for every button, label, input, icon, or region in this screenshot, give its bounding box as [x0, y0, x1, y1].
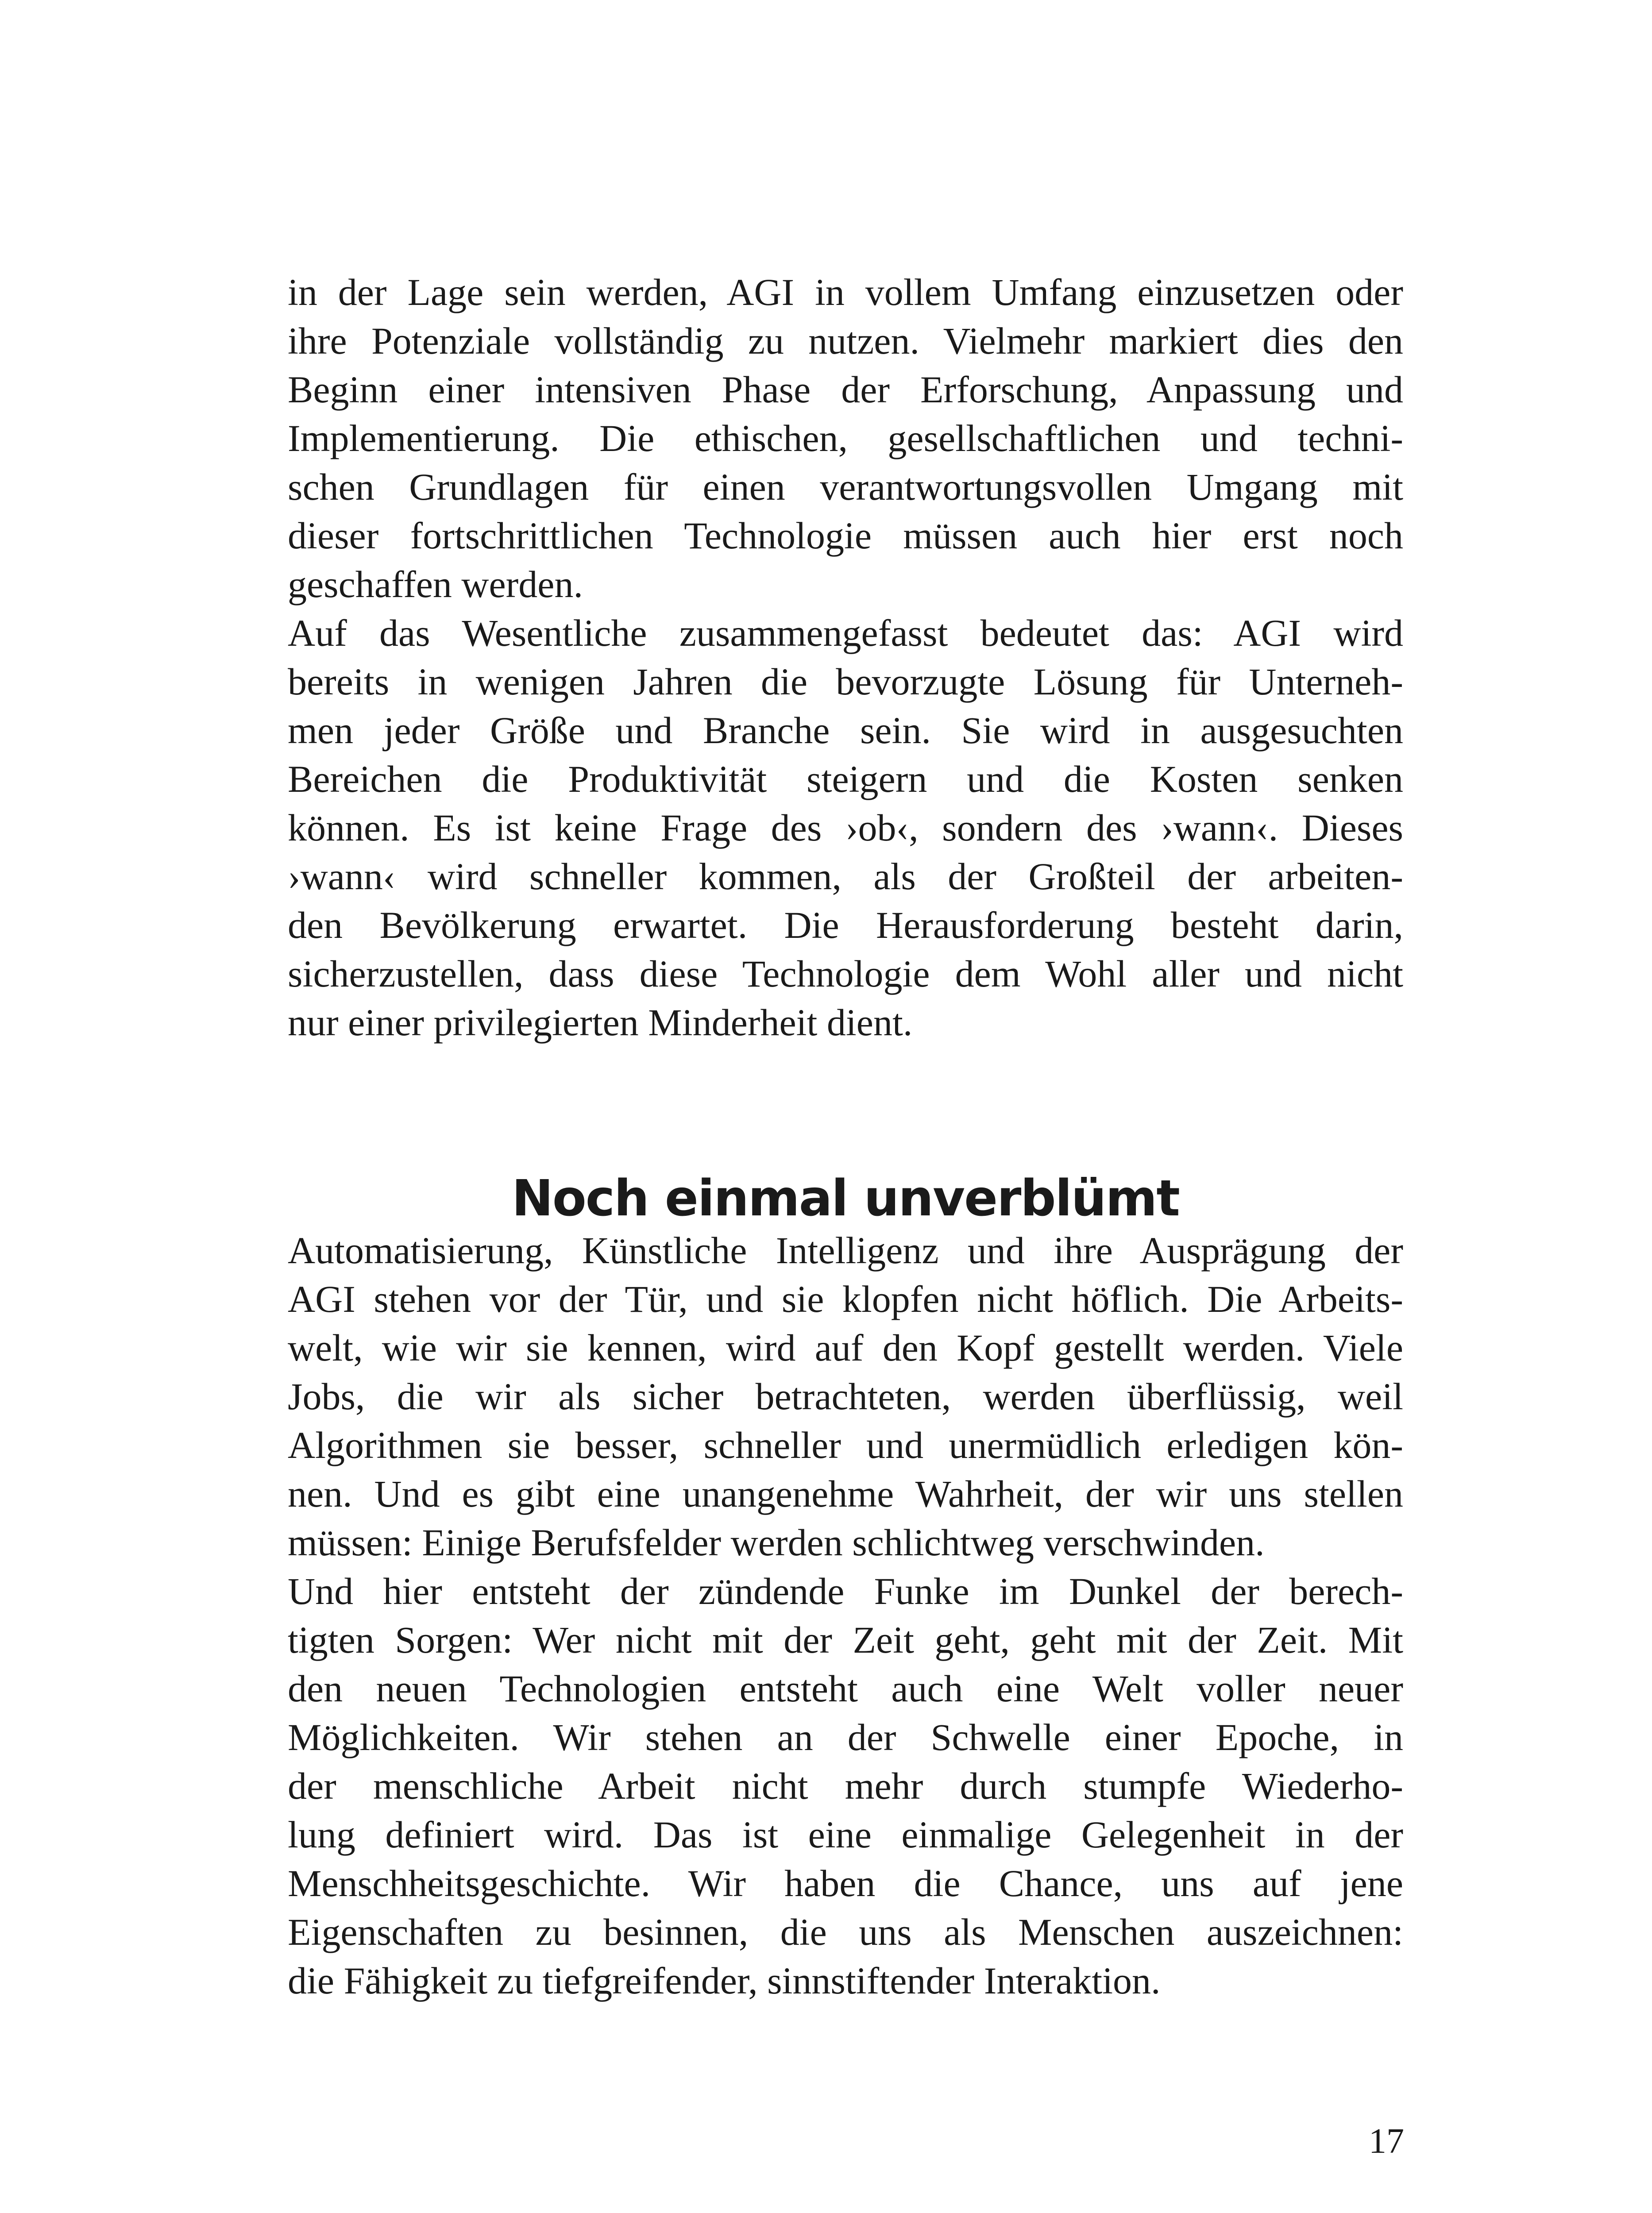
- text-line: Beginn einer intensiven Phase der Erforschung, Anpassung und: [288, 368, 1403, 411]
- text-line: schen Grundlagen für einen verantwortungsvollen Umgang mit: [288, 466, 1403, 508]
- text-line: der menschliche Arbeit nicht mehr durch stumpfe Wiederho-: [288, 1765, 1403, 1807]
- text-line: ihre Potenziale vollständig zu nutzen. Vielmehr markiert dies den: [288, 320, 1403, 362]
- text-line: Bereichen die Produktivität steigern und die Kosten senken: [288, 758, 1403, 800]
- text-block-top: [288, 268, 1403, 1047]
- text-line: sicherzustellen, dass diese Technologie dem Wohl aller und nicht: [288, 952, 1403, 995]
- paragraph-1: [288, 268, 1403, 609]
- text-line: dieser fortschrittlichen Technologie müssen auch hier erst noch: [288, 514, 1403, 557]
- section-heading: Noch einmal unverblümt: [512, 1169, 1179, 1227]
- text-line: bereits in wenigen Jahren die bevorzugte Lösung für Unterneh-: [288, 660, 1403, 703]
- text-line: Eigenschaften zu besinnen, die uns als Menschen auszeichnen:: [288, 1911, 1403, 1953]
- text-line: lung definiert wird. Das ist eine einmalige Gelegenheit in der: [288, 1813, 1403, 1856]
- paragraph-2: [288, 609, 1403, 1047]
- text-line: welt, wie wir sie kennen, wird auf den Kopf gestellt werden. Viele: [288, 1326, 1403, 1369]
- text-line: nur einer privilegierten Minderheit dient.: [288, 1001, 913, 1044]
- text-line: Jobs, die wir als sicher betrachteten, werden überflüssig, weil: [288, 1375, 1403, 1418]
- paragraph-4: [288, 1567, 1403, 2005]
- text-line: Und hier entsteht der zündende Funke im Dunkel der berech-: [288, 1570, 1403, 1612]
- paragraph-3: [288, 1226, 1403, 1567]
- text-line: ›wann‹ wird schneller kommen, als der Großteil der arbeiten-: [288, 855, 1403, 898]
- text-line: men jeder Größe und Branche sein. Sie wird in ausgesuchten: [288, 709, 1403, 752]
- text-line: den Bevölkerung erwartet. Die Herausforderung besteht darin,: [288, 904, 1403, 946]
- text-line: Möglichkeiten. Wir stehen an der Schwelle einer Epoche, in: [288, 1716, 1403, 1758]
- text-line: Auf das Wesentliche zusammengefasst bedeutet das: AGI wird: [288, 612, 1403, 654]
- text-line: Implementierung. Die ethischen, gesellschaftlichen und techni-: [288, 417, 1403, 459]
- page-number: 17: [1369, 2122, 1404, 2161]
- text-line: geschaffen werden.: [288, 563, 583, 605]
- text-line: können. Es ist keine Frage des ›ob‹, sondern des ›wann‹. Dieses: [288, 806, 1403, 849]
- text-line: die Fähigkeit zu tiefgreifender, sinnstiftender Interaktion.: [288, 1959, 1161, 2002]
- text-line: Algorithmen sie besser, schneller und unermüdlich erledigen kön-: [288, 1424, 1403, 1466]
- text-block-bottom: [288, 1226, 1403, 2005]
- text-line: in der Lage sein werden, AGI in vollem Umfang einzusetzen oder: [288, 271, 1403, 313]
- text-line: nen. Und es gibt eine unangenehme Wahrheit, der wir uns stellen: [288, 1473, 1403, 1515]
- text-line: den neuen Technologien entsteht auch eine Welt voller neuer: [288, 1667, 1403, 1710]
- text-line: tigten Sorgen: Wer nicht mit der Zeit geht, geht mit der Zeit. Mit: [288, 1619, 1403, 1661]
- text-line: Menschheitsgeschichte. Wir haben die Chance, uns auf jene: [288, 1862, 1403, 1905]
- text-line: müssen: Einige Berufsfelder werden schlichtweg verschwinden.: [288, 1521, 1265, 1564]
- text-line: Automatisierung, Künstliche Intelligenz und ihre Ausprägung der: [288, 1229, 1403, 1272]
- text-line: AGI stehen vor der Tür, und sie klopfen nicht höflich. Die Arbeits-: [288, 1278, 1403, 1320]
